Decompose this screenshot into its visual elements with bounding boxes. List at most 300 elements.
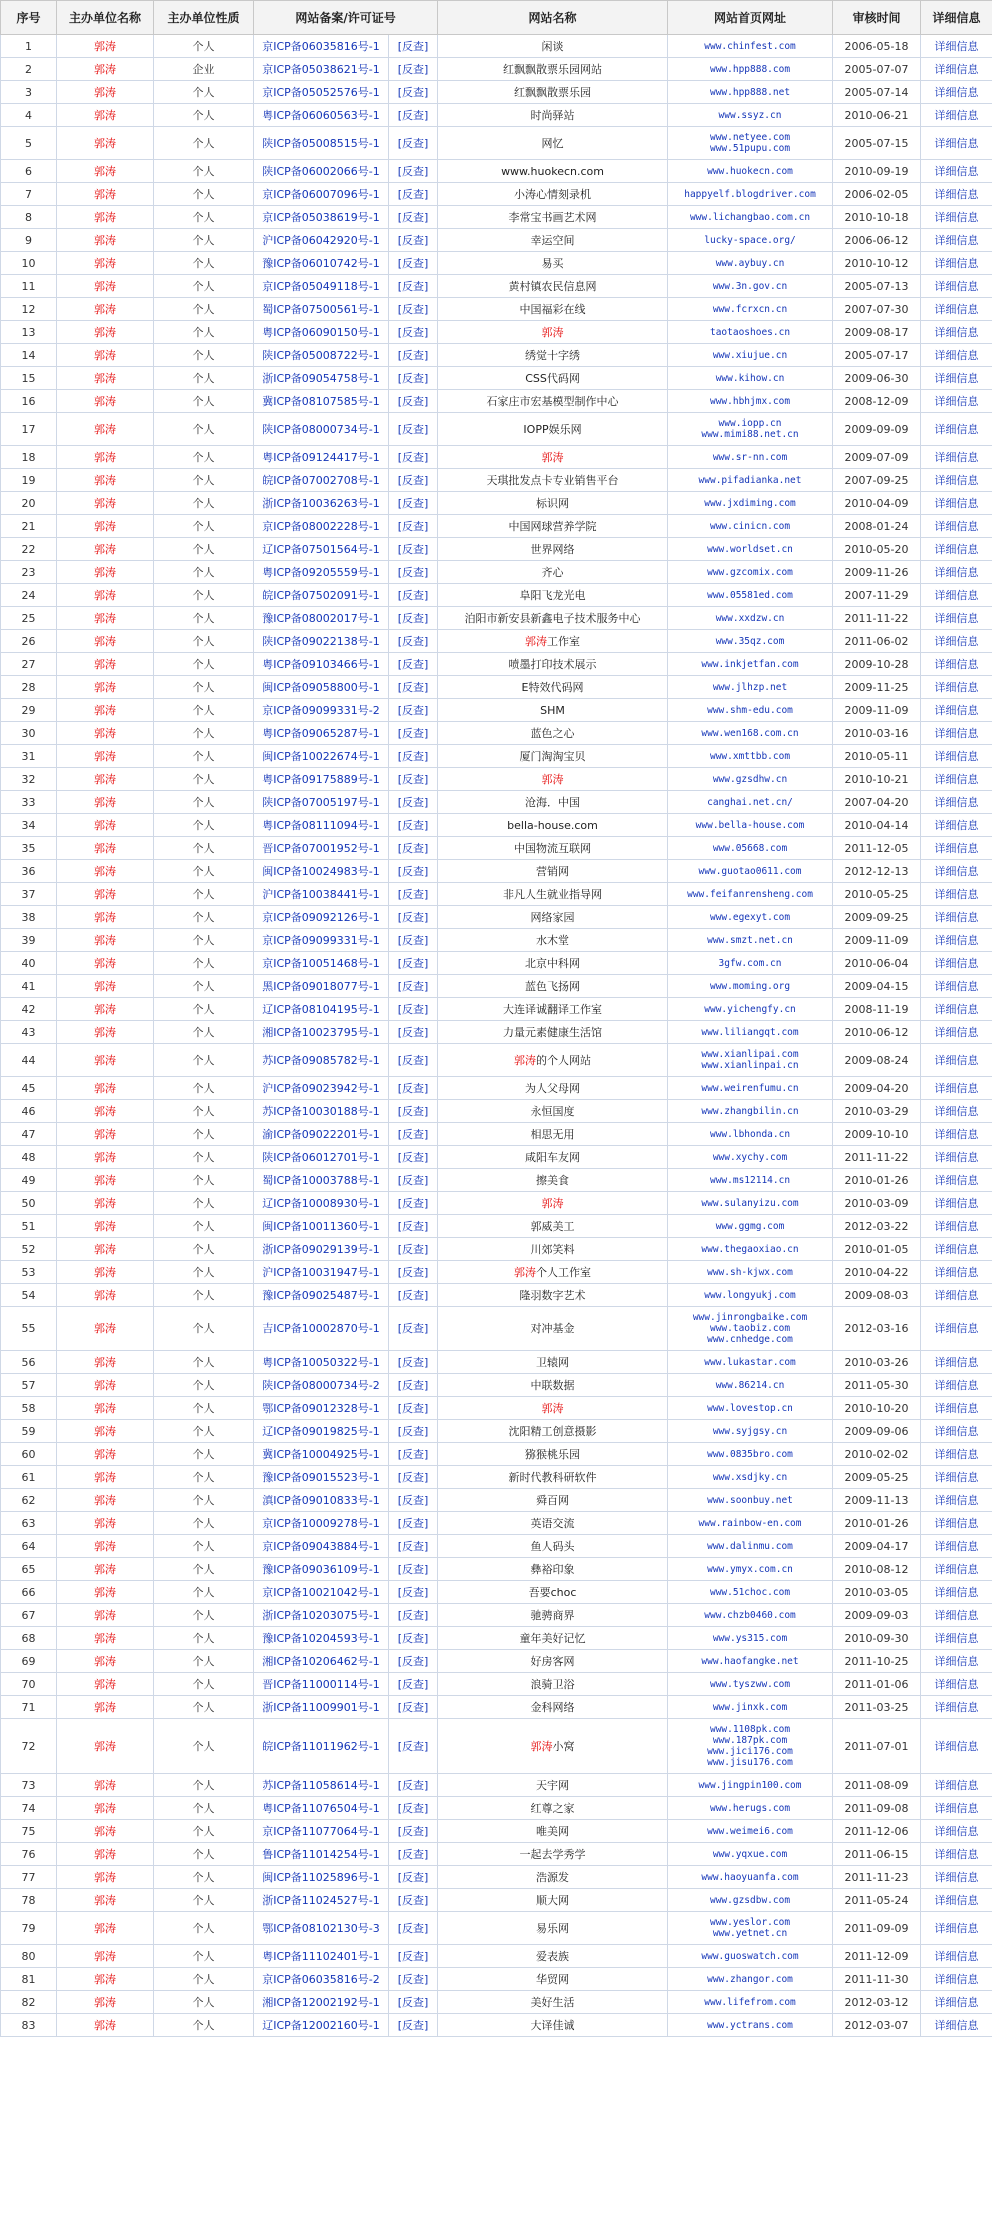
license-number-link[interactable]: 陕ICP备08000734号-1 — [254, 413, 389, 446]
details-link[interactable]: 详细信息 — [921, 344, 992, 367]
site-url-link[interactable]: www.chinfest.com — [704, 40, 796, 52]
details-link[interactable]: 详细信息 — [921, 321, 992, 344]
site-url-link[interactable]: www.herugs.com — [709, 1802, 791, 1814]
site-url-link[interactable]: www.yeslor.com — [709, 1917, 791, 1928]
reverse-lookup-link[interactable]: [反查] — [389, 929, 438, 952]
license-number-link[interactable]: 沪ICP备10038441号-1 — [254, 883, 389, 906]
reverse-lookup-link[interactable]: [反查] — [389, 298, 438, 321]
license-number-link[interactable]: 陕ICP备05008515号-1 — [254, 127, 389, 160]
site-url-link[interactable]: www.sr-nn.com — [712, 451, 788, 463]
details-link[interactable]: 详细信息 — [921, 791, 992, 814]
license-number-link[interactable]: 吉ICP备10002870号-1 — [254, 1307, 389, 1351]
details-link[interactable]: 详细信息 — [921, 515, 992, 538]
site-url-link[interactable]: www.syjgsy.cn — [712, 1425, 788, 1437]
details-link[interactable]: 详细信息 — [921, 1843, 992, 1866]
details-link[interactable]: 详细信息 — [921, 1238, 992, 1261]
details-link[interactable]: 详细信息 — [921, 1466, 992, 1489]
reverse-lookup-link[interactable]: [反查] — [389, 1307, 438, 1351]
details-link[interactable]: 详细信息 — [921, 676, 992, 699]
details-link[interactable]: 详细信息 — [921, 630, 992, 653]
details-link[interactable]: 详细信息 — [921, 1443, 992, 1466]
site-url-link[interactable]: www.weimei6.com — [707, 1825, 793, 1837]
details-link[interactable]: 详细信息 — [921, 1489, 992, 1512]
license-number-link[interactable]: 辽ICP备09019825号-1 — [254, 1420, 389, 1443]
reverse-lookup-link[interactable]: [反查] — [389, 722, 438, 745]
license-number-link[interactable]: 辽ICP备07501564号-1 — [254, 538, 389, 561]
license-number-link[interactable]: 浙ICP备10203075号-1 — [254, 1604, 389, 1627]
details-link[interactable]: 详细信息 — [921, 1535, 992, 1558]
reverse-lookup-link[interactable]: [反查] — [389, 791, 438, 814]
reverse-lookup-link[interactable]: [反查] — [389, 35, 438, 58]
license-number-link[interactable]: 沪ICP备06042920号-1 — [254, 229, 389, 252]
details-link[interactable]: 详细信息 — [921, 1077, 992, 1100]
details-link[interactable]: 详细信息 — [921, 275, 992, 298]
license-number-link[interactable]: 滇ICP备09010833号-1 — [254, 1489, 389, 1512]
reverse-lookup-link[interactable]: [反查] — [389, 1558, 438, 1581]
site-url-link[interactable]: canghai.net.cn/ — [707, 796, 793, 808]
site-url-link[interactable]: www.chzb0460.com — [704, 1609, 796, 1621]
license-number-link[interactable]: 闽ICP备11025896号-1 — [254, 1866, 389, 1889]
site-url-link[interactable]: www.zhangbilin.cn — [701, 1105, 799, 1117]
site-url-link[interactable]: www.netyee.com — [709, 132, 791, 143]
site-url-link[interactable]: happyelf.blogdriver.com — [684, 188, 816, 200]
details-link[interactable]: 详细信息 — [921, 653, 992, 676]
details-link[interactable]: 详细信息 — [921, 860, 992, 883]
site-url-link[interactable]: www.xianlipai.com — [701, 1049, 799, 1060]
site-url-link[interactable]: www.ymyx.com.cn — [707, 1563, 793, 1575]
details-link[interactable]: 详细信息 — [921, 1044, 992, 1077]
license-number-link[interactable]: 沪ICP备10031947号-1 — [254, 1261, 389, 1284]
site-url-link[interactable]: www.worldset.cn — [707, 543, 793, 555]
license-number-link[interactable]: 粤ICP备06060563号-1 — [254, 104, 389, 127]
reverse-lookup-link[interactable]: [反查] — [389, 906, 438, 929]
license-number-link[interactable]: 豫ICP备09036109号-1 — [254, 1558, 389, 1581]
reverse-lookup-link[interactable]: [反查] — [389, 1261, 438, 1284]
reverse-lookup-link[interactable]: [反查] — [389, 390, 438, 413]
license-number-link[interactable]: 陕ICP备09022138号-1 — [254, 630, 389, 653]
site-url-link[interactable]: www.kihow.cn — [715, 372, 785, 384]
license-number-link[interactable]: 京ICP备06035816号-2 — [254, 1968, 389, 1991]
site-url-link[interactable]: www.86214.cn — [715, 1379, 785, 1391]
site-url-link[interactable]: www.shm-edu.com — [707, 704, 793, 716]
reverse-lookup-link[interactable]: [反查] — [389, 1466, 438, 1489]
license-number-link[interactable]: 粤ICP备06090150号-1 — [254, 321, 389, 344]
license-number-link[interactable]: 陕ICP备07005197号-1 — [254, 791, 389, 814]
reverse-lookup-link[interactable]: [反查] — [389, 1284, 438, 1307]
license-number-link[interactable]: 浙ICP备09054758号-1 — [254, 367, 389, 390]
site-url-link[interactable]: www.05668.com — [712, 842, 788, 854]
site-url-link[interactable]: www.1108pk.com — [709, 1724, 791, 1735]
site-url-link[interactable]: www.pifadianka.net — [698, 474, 802, 486]
reverse-lookup-link[interactable]: [反查] — [389, 975, 438, 998]
site-url-link[interactable]: www.lovestop.cn — [707, 1402, 793, 1414]
site-url-link[interactable]: www.weirenfumu.cn — [701, 1082, 799, 1094]
site-url-link[interactable]: www.sh-kjwx.com — [707, 1266, 793, 1278]
details-link[interactable]: 详细信息 — [921, 745, 992, 768]
site-url-link[interactable]: www.lifefrom.com — [704, 1996, 796, 2008]
site-url-link[interactable]: www.0835bro.com — [707, 1448, 793, 1460]
reverse-lookup-link[interactable]: [反查] — [389, 344, 438, 367]
license-number-link[interactable]: 冀ICP备10004925号-1 — [254, 1443, 389, 1466]
details-link[interactable]: 详细信息 — [921, 538, 992, 561]
site-url-link[interactable]: www.cnhedge.com — [707, 1334, 793, 1345]
site-url-link[interactable]: www.jici176.com — [707, 1746, 793, 1757]
license-number-link[interactable]: 京ICP备09092126号-1 — [254, 906, 389, 929]
details-link[interactable]: 详细信息 — [921, 584, 992, 607]
license-number-link[interactable]: 陕ICP备06002066号-1 — [254, 160, 389, 183]
license-number-link[interactable]: 鄂ICP备08102130号-3 — [254, 1912, 389, 1945]
site-url-link[interactable]: www.guoswatch.com — [701, 1950, 799, 1962]
license-number-link[interactable]: 辽ICP备10008930号-1 — [254, 1192, 389, 1215]
reverse-lookup-link[interactable]: [反查] — [389, 413, 438, 446]
license-number-link[interactable]: 浙ICP备11024527号-1 — [254, 1889, 389, 1912]
site-url-link[interactable]: www.jxdiming.com — [704, 497, 796, 509]
reverse-lookup-link[interactable]: [反查] — [389, 1866, 438, 1889]
license-number-link[interactable]: 粤ICP备09065287号-1 — [254, 722, 389, 745]
reverse-lookup-link[interactable]: [反查] — [389, 515, 438, 538]
site-url-link[interactable]: www.bella-house.com — [695, 819, 805, 831]
site-url-link[interactable]: www.lukastar.com — [704, 1356, 796, 1368]
details-link[interactable]: 详细信息 — [921, 206, 992, 229]
site-url-link[interactable]: www.51pupu.com — [709, 143, 791, 154]
details-link[interactable]: 详细信息 — [921, 1912, 992, 1945]
license-number-link[interactable]: 浙ICP备09029139号-1 — [254, 1238, 389, 1261]
license-number-link[interactable]: 蜀ICP备07500561号-1 — [254, 298, 389, 321]
site-url-link[interactable]: www.3n.gov.cn — [712, 280, 788, 292]
license-number-link[interactable]: 闽ICP备10022674号-1 — [254, 745, 389, 768]
details-link[interactable]: 详细信息 — [921, 1192, 992, 1215]
site-url-link[interactable]: www.inkjetfan.com — [701, 658, 799, 670]
details-link[interactable]: 详细信息 — [921, 104, 992, 127]
reverse-lookup-link[interactable]: [反查] — [389, 1123, 438, 1146]
license-number-link[interactable]: 粤ICP备10050322号-1 — [254, 1351, 389, 1374]
license-number-link[interactable]: 京ICP备05052576号-1 — [254, 81, 389, 104]
site-url-link[interactable]: www.35qz.com — [715, 635, 785, 647]
details-link[interactable]: 详细信息 — [921, 906, 992, 929]
reverse-lookup-link[interactable]: [反查] — [389, 630, 438, 653]
details-link[interactable]: 详细信息 — [921, 768, 992, 791]
site-url-link[interactable]: www.xychy.com — [712, 1151, 788, 1163]
reverse-lookup-link[interactable]: [反查] — [389, 653, 438, 676]
details-link[interactable]: 详细信息 — [921, 1889, 992, 1912]
license-number-link[interactable]: 晋ICP备07001952号-1 — [254, 837, 389, 860]
license-number-link[interactable]: 湘ICP备10023795号-1 — [254, 1021, 389, 1044]
site-url-link[interactable]: www.gzcomix.com — [707, 566, 793, 578]
details-link[interactable]: 详细信息 — [921, 1719, 992, 1774]
site-url-link[interactable]: www.liliangqt.com — [701, 1026, 799, 1038]
details-link[interactable]: 详细信息 — [921, 298, 992, 321]
site-url-link[interactable]: www.187pk.com — [712, 1735, 788, 1746]
details-link[interactable]: 详细信息 — [921, 722, 992, 745]
site-url-link[interactable]: www.lbhonda.cn — [709, 1128, 791, 1140]
license-number-link[interactable]: 陕ICP备06012701号-1 — [254, 1146, 389, 1169]
reverse-lookup-link[interactable]: [反查] — [389, 1991, 438, 2014]
details-link[interactable]: 详细信息 — [921, 1581, 992, 1604]
license-number-link[interactable]: 皖ICP备11011962号-1 — [254, 1719, 389, 1774]
license-number-link[interactable]: 粤ICP备09103466号-1 — [254, 653, 389, 676]
site-url-link[interactable]: www.soonbuy.net — [707, 1494, 793, 1506]
reverse-lookup-link[interactable]: [反查] — [389, 584, 438, 607]
details-link[interactable]: 详细信息 — [921, 1397, 992, 1420]
site-url-link[interactable]: www.hpp888.net — [709, 86, 791, 98]
site-url-link[interactable]: www.xsdjky.cn — [712, 1471, 788, 1483]
details-link[interactable]: 详细信息 — [921, 390, 992, 413]
reverse-lookup-link[interactable]: [反查] — [389, 768, 438, 791]
site-url-link[interactable]: 3gfw.com.cn — [718, 957, 782, 969]
license-number-link[interactable]: 闽ICP备10011360号-1 — [254, 1215, 389, 1238]
reverse-lookup-link[interactable]: [反查] — [389, 1077, 438, 1100]
reverse-lookup-link[interactable]: [反查] — [389, 1673, 438, 1696]
license-number-link[interactable]: 鄂ICP备09012328号-1 — [254, 1397, 389, 1420]
reverse-lookup-link[interactable]: [反查] — [389, 469, 438, 492]
site-url-link[interactable]: www.xmttbb.com — [709, 750, 791, 762]
license-number-link[interactable]: 京ICP备09099331号-1 — [254, 929, 389, 952]
site-url-link[interactable]: www.gzsdhw.cn — [712, 773, 788, 785]
site-url-link[interactable]: www.iopp.cn — [718, 418, 782, 429]
details-link[interactable]: 详细信息 — [921, 81, 992, 104]
site-url-link[interactable]: www.taobiz.com — [709, 1323, 791, 1334]
license-number-link[interactable]: 豫ICP备09015523号-1 — [254, 1466, 389, 1489]
reverse-lookup-link[interactable]: [反查] — [389, 104, 438, 127]
site-url-link[interactable]: www.ssyz.cn — [718, 109, 782, 121]
details-link[interactable]: 详细信息 — [921, 1374, 992, 1397]
license-number-link[interactable]: 粤ICP备11102401号-1 — [254, 1945, 389, 1968]
site-url-link[interactable]: www.yqxue.com — [712, 1848, 788, 1860]
details-link[interactable]: 详细信息 — [921, 1945, 992, 1968]
reverse-lookup-link[interactable]: [反查] — [389, 699, 438, 722]
reverse-lookup-link[interactable]: [反查] — [389, 883, 438, 906]
reverse-lookup-link[interactable]: [反查] — [389, 1696, 438, 1719]
reverse-lookup-link[interactable]: [反查] — [389, 1774, 438, 1797]
details-link[interactable]: 详细信息 — [921, 469, 992, 492]
site-url-link[interactable]: www.gzsdbw.com — [709, 1894, 791, 1906]
details-link[interactable]: 详细信息 — [921, 1215, 992, 1238]
reverse-lookup-link[interactable]: [反查] — [389, 998, 438, 1021]
reverse-lookup-link[interactable]: [反查] — [389, 1820, 438, 1843]
details-link[interactable]: 详细信息 — [921, 2014, 992, 2037]
license-number-link[interactable]: 京ICP备08002228号-1 — [254, 515, 389, 538]
reverse-lookup-link[interactable]: [反查] — [389, 1627, 438, 1650]
license-number-link[interactable]: 苏ICP备10030188号-1 — [254, 1100, 389, 1123]
reverse-lookup-link[interactable]: [反查] — [389, 1843, 438, 1866]
site-url-link[interactable]: www.thegaoxiao.cn — [701, 1243, 799, 1255]
license-number-link[interactable]: 粤ICP备09205559号-1 — [254, 561, 389, 584]
reverse-lookup-link[interactable]: [反查] — [389, 1650, 438, 1673]
reverse-lookup-link[interactable]: [反查] — [389, 81, 438, 104]
details-link[interactable]: 详细信息 — [921, 998, 992, 1021]
reverse-lookup-link[interactable]: [反查] — [389, 745, 438, 768]
reverse-lookup-link[interactable]: [反查] — [389, 538, 438, 561]
license-number-link[interactable]: 京ICP备06007096号-1 — [254, 183, 389, 206]
reverse-lookup-link[interactable]: [反查] — [389, 1100, 438, 1123]
reverse-lookup-link[interactable]: [反查] — [389, 814, 438, 837]
site-url-link[interactable]: www.feifanrensheng.com — [687, 888, 813, 900]
license-number-link[interactable]: 京ICP备06035816号-1 — [254, 35, 389, 58]
license-number-link[interactable]: 黑ICP备09018077号-1 — [254, 975, 389, 998]
reverse-lookup-link[interactable]: [反查] — [389, 446, 438, 469]
license-number-link[interactable]: 京ICP备09043884号-1 — [254, 1535, 389, 1558]
details-link[interactable]: 详细信息 — [921, 1146, 992, 1169]
details-link[interactable]: 详细信息 — [921, 929, 992, 952]
reverse-lookup-link[interactable]: [反查] — [389, 860, 438, 883]
reverse-lookup-link[interactable]: [反查] — [389, 561, 438, 584]
details-link[interactable]: 详细信息 — [921, 561, 992, 584]
license-number-link[interactable]: 京ICP备10009278号-1 — [254, 1512, 389, 1535]
license-number-link[interactable]: 渝ICP备09022201号-1 — [254, 1123, 389, 1146]
license-number-link[interactable]: 豫ICP备06010742号-1 — [254, 252, 389, 275]
reverse-lookup-link[interactable]: [反查] — [389, 1968, 438, 1991]
reverse-lookup-link[interactable]: [反查] — [389, 1912, 438, 1945]
reverse-lookup-link[interactable]: [反查] — [389, 837, 438, 860]
reverse-lookup-link[interactable]: [反查] — [389, 1797, 438, 1820]
site-url-link[interactable]: www.fcrxcn.cn — [712, 303, 788, 315]
site-url-link[interactable]: www.yichengfy.cn — [704, 1003, 796, 1015]
details-link[interactable]: 详细信息 — [921, 1420, 992, 1443]
details-link[interactable]: 详细信息 — [921, 229, 992, 252]
site-url-link[interactable]: taotaoshoes.cn — [709, 326, 791, 338]
license-number-link[interactable]: 陕ICP备08000734号-2 — [254, 1374, 389, 1397]
license-number-link[interactable]: 粤ICP备08111094号-1 — [254, 814, 389, 837]
details-link[interactable]: 详细信息 — [921, 1696, 992, 1719]
details-link[interactable]: 详细信息 — [921, 975, 992, 998]
site-url-link[interactable]: www.jlhzp.net — [712, 681, 788, 693]
site-url-link[interactable]: www.egexyt.com — [709, 911, 791, 923]
site-url-link[interactable]: www.51choc.com — [709, 1586, 791, 1598]
license-number-link[interactable]: 晋ICP备11000114号-1 — [254, 1673, 389, 1696]
details-link[interactable]: 详细信息 — [921, 183, 992, 206]
reverse-lookup-link[interactable]: [反查] — [389, 275, 438, 298]
reverse-lookup-link[interactable]: [反查] — [389, 229, 438, 252]
site-url-link[interactable]: www.hpp888.com — [709, 63, 791, 75]
reverse-lookup-link[interactable]: [反查] — [389, 1397, 438, 1420]
details-link[interactable]: 详细信息 — [921, 1284, 992, 1307]
details-link[interactable]: 详细信息 — [921, 35, 992, 58]
license-number-link[interactable]: 京ICP备10051468号-1 — [254, 952, 389, 975]
details-link[interactable]: 详细信息 — [921, 1774, 992, 1797]
site-url-link[interactable]: www.yetnet.cn — [712, 1928, 788, 1939]
reverse-lookup-link[interactable]: [反查] — [389, 1604, 438, 1627]
license-number-link[interactable]: 浙ICP备10036263号-1 — [254, 492, 389, 515]
details-link[interactable]: 详细信息 — [921, 1968, 992, 1991]
reverse-lookup-link[interactable]: [反查] — [389, 1044, 438, 1077]
license-number-link[interactable]: 辽ICP备08104195号-1 — [254, 998, 389, 1021]
site-url-link[interactable]: www.ys315.com — [712, 1632, 788, 1644]
details-link[interactable]: 详细信息 — [921, 1627, 992, 1650]
details-link[interactable]: 详细信息 — [921, 1604, 992, 1627]
reverse-lookup-link[interactable]: [反查] — [389, 1889, 438, 1912]
site-url-link[interactable]: www.jinrongbaike.com — [692, 1312, 808, 1323]
details-link[interactable]: 详细信息 — [921, 699, 992, 722]
site-url-link[interactable]: www.cinicn.com — [709, 520, 791, 532]
details-link[interactable]: 详细信息 — [921, 1991, 992, 2014]
site-url-link[interactable]: lucky-space.org/ — [704, 234, 796, 246]
details-link[interactable]: 详细信息 — [921, 58, 992, 81]
site-url-link[interactable]: www.jisu176.com — [707, 1757, 793, 1768]
reverse-lookup-link[interactable]: [反查] — [389, 1192, 438, 1215]
site-url-link[interactable]: www.ggmg.com — [715, 1220, 785, 1232]
license-number-link[interactable]: 京ICP备05049118号-1 — [254, 275, 389, 298]
license-number-link[interactable]: 苏ICP备11058614号-1 — [254, 1774, 389, 1797]
site-url-link[interactable]: www.zhangor.com — [707, 1973, 793, 1985]
site-url-link[interactable]: www.dalinmu.com — [707, 1540, 793, 1552]
license-number-link[interactable]: 蜀ICP备10003788号-1 — [254, 1169, 389, 1192]
reverse-lookup-link[interactable]: [反查] — [389, 952, 438, 975]
details-link[interactable]: 详细信息 — [921, 837, 992, 860]
reverse-lookup-link[interactable]: [反查] — [389, 183, 438, 206]
site-url-link[interactable]: www.xianlinpai.cn — [701, 1060, 799, 1071]
license-number-link[interactable]: 闽ICP备10024983号-1 — [254, 860, 389, 883]
site-url-link[interactable]: www.moming.org — [709, 980, 791, 992]
license-number-link[interactable]: 鲁ICP备11014254号-1 — [254, 1843, 389, 1866]
site-url-link[interactable]: www.guotao0611.com — [698, 865, 802, 877]
details-link[interactable]: 详细信息 — [921, 1673, 992, 1696]
site-url-link[interactable]: www.smzt.net.cn — [707, 934, 793, 946]
details-link[interactable]: 详细信息 — [921, 607, 992, 630]
license-number-link[interactable]: 湘ICP备12002192号-1 — [254, 1991, 389, 2014]
license-number-link[interactable]: 闽ICP备09058800号-1 — [254, 676, 389, 699]
details-link[interactable]: 详细信息 — [921, 1261, 992, 1284]
reverse-lookup-link[interactable]: [反查] — [389, 1420, 438, 1443]
reverse-lookup-link[interactable]: [反查] — [389, 1489, 438, 1512]
license-number-link[interactable]: 京ICP备09099331号-2 — [254, 699, 389, 722]
site-url-link[interactable]: www.aybuy.cn — [715, 257, 785, 269]
reverse-lookup-link[interactable]: [反查] — [389, 1443, 438, 1466]
site-url-link[interactable]: www.lichangbao.com.cn — [689, 211, 811, 223]
site-url-link[interactable]: www.hbhjmx.com — [709, 395, 791, 407]
license-number-link[interactable]: 浙ICP备11009901号-1 — [254, 1696, 389, 1719]
reverse-lookup-link[interactable]: [反查] — [389, 1351, 438, 1374]
license-number-link[interactable]: 湘ICP备10206462号-1 — [254, 1650, 389, 1673]
details-link[interactable]: 详细信息 — [921, 1820, 992, 1843]
details-link[interactable]: 详细信息 — [921, 1169, 992, 1192]
details-link[interactable]: 详细信息 — [921, 1512, 992, 1535]
reverse-lookup-link[interactable]: [反查] — [389, 1238, 438, 1261]
details-link[interactable]: 详细信息 — [921, 1650, 992, 1673]
details-link[interactable]: 详细信息 — [921, 252, 992, 275]
details-link[interactable]: 详细信息 — [921, 1866, 992, 1889]
details-link[interactable]: 详细信息 — [921, 952, 992, 975]
reverse-lookup-link[interactable]: [反查] — [389, 1169, 438, 1192]
license-number-link[interactable]: 粤ICP备09175889号-1 — [254, 768, 389, 791]
site-url-link[interactable]: www.xxdzw.cn — [715, 612, 785, 624]
license-number-link[interactable]: 豫ICP备08002017号-1 — [254, 607, 389, 630]
site-url-link[interactable]: www.haofangke.net — [701, 1655, 799, 1667]
details-link[interactable]: 详细信息 — [921, 1351, 992, 1374]
site-url-link[interactable]: www.longyukj.com — [704, 1289, 796, 1301]
details-link[interactable]: 详细信息 — [921, 883, 992, 906]
details-link[interactable]: 详细信息 — [921, 1797, 992, 1820]
license-number-link[interactable]: 豫ICP备10204593号-1 — [254, 1627, 389, 1650]
reverse-lookup-link[interactable]: [反查] — [389, 1021, 438, 1044]
details-link[interactable]: 详细信息 — [921, 367, 992, 390]
details-link[interactable]: 详细信息 — [921, 1307, 992, 1351]
license-number-link[interactable]: 粤ICP备11076504号-1 — [254, 1797, 389, 1820]
reverse-lookup-link[interactable]: [反查] — [389, 2014, 438, 2037]
site-url-link[interactable]: www.05581ed.com — [707, 589, 793, 601]
site-url-link[interactable]: www.xiujue.cn — [712, 349, 788, 361]
reverse-lookup-link[interactable]: [反查] — [389, 1945, 438, 1968]
details-link[interactable]: 详细信息 — [921, 814, 992, 837]
reverse-lookup-link[interactable]: [反查] — [389, 127, 438, 160]
site-url-link[interactable]: www.haoyuanfa.com — [701, 1871, 799, 1883]
details-link[interactable]: 详细信息 — [921, 127, 992, 160]
license-number-link[interactable]: 京ICP备05038621号-1 — [254, 58, 389, 81]
site-url-link[interactable]: www.tyszww.com — [709, 1678, 791, 1690]
reverse-lookup-link[interactable]: [反查] — [389, 1535, 438, 1558]
license-number-link[interactable]: 冀ICP备08107585号-1 — [254, 390, 389, 413]
details-link[interactable]: 详细信息 — [921, 1123, 992, 1146]
details-link[interactable]: 详细信息 — [921, 413, 992, 446]
